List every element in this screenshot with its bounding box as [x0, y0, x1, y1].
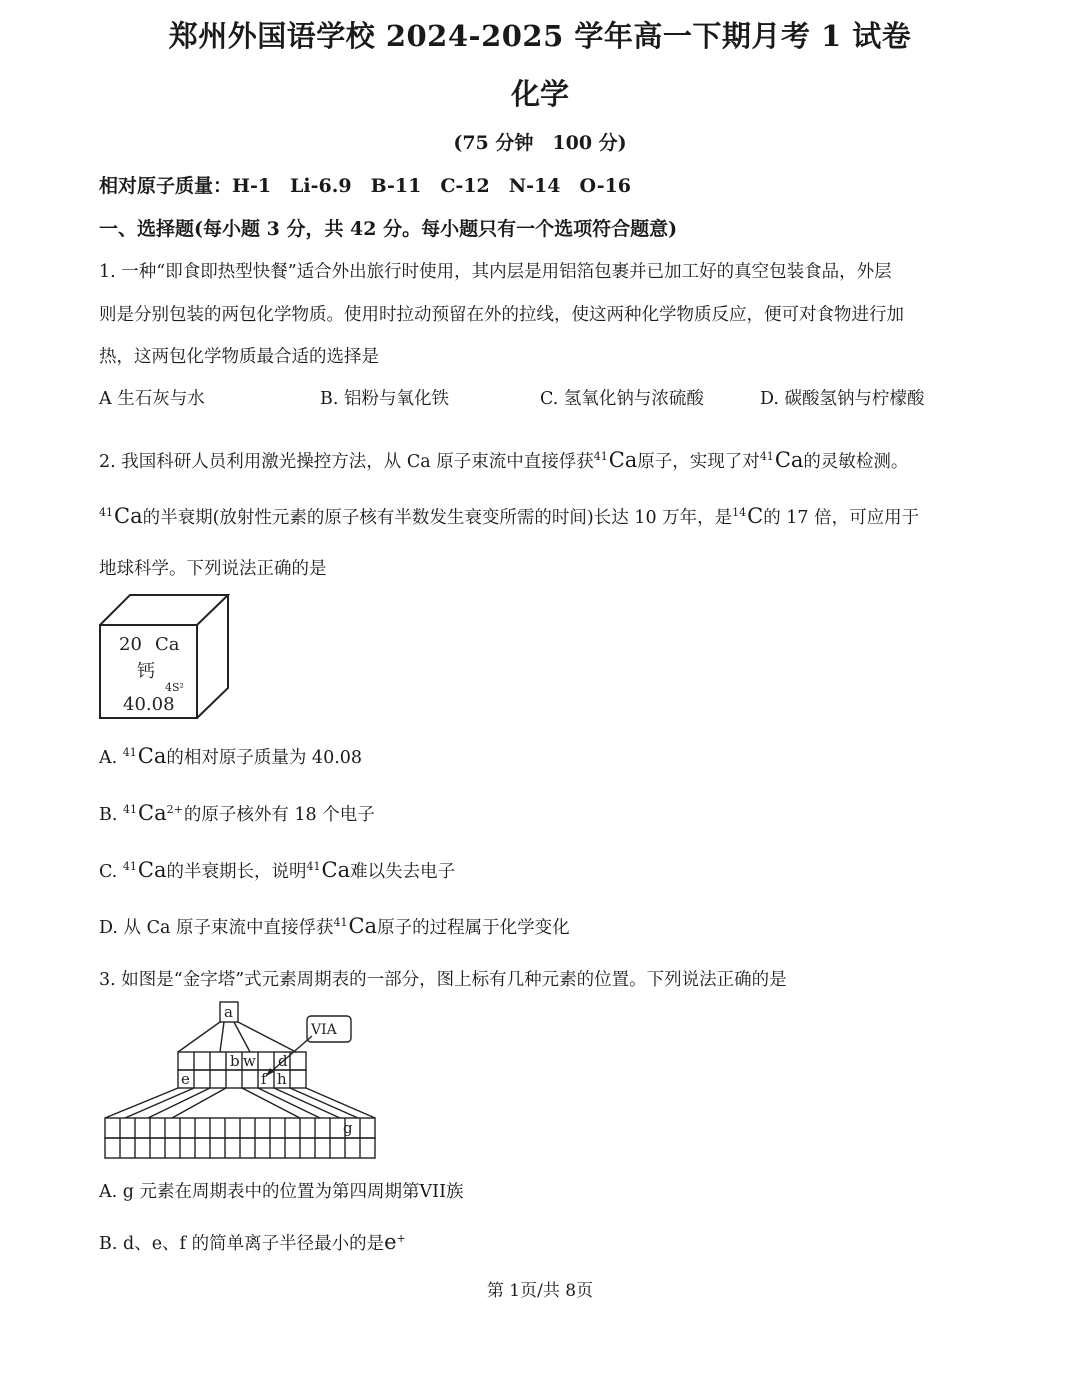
- iso-mass: 14: [732, 506, 747, 519]
- iso-symbol: Ca: [137, 744, 167, 768]
- exam-title: 郑州外国语学校 2024-2025 学年高一下期月考 1 试卷: [168, 19, 912, 53]
- iso-mass: 41: [122, 860, 137, 873]
- q2-l2-a: 的半衰期(放射性元素的原子核有半数发生衰变所需的时间)长达 10 万年，是: [142, 508, 733, 528]
- iso-mass: 41: [759, 450, 774, 463]
- iso-symbol: Ca: [137, 858, 167, 882]
- q3-stem: 3. 如图是“金字塔”式元素周期表的一部分，图上标有几种元素的位置。下列说法正确的是: [99, 970, 787, 990]
- label-w: w: [243, 1052, 256, 1070]
- section-heading: 一、选择题(每小题 3 分，共 42 分。每小题只有一个选项符合题意): [99, 218, 678, 240]
- ion-symbol: e: [384, 1230, 397, 1254]
- option-text: 的原子核外有 18 个电子: [183, 805, 375, 825]
- electron-config: 4S²: [165, 681, 184, 694]
- label-b: b: [230, 1052, 240, 1070]
- iso-symbol: Ca: [774, 448, 804, 472]
- q1-option-d: D. 碳酸氢钠与柠檬酸: [760, 389, 925, 409]
- connector: [238, 1022, 296, 1052]
- iso-mass: 41: [593, 450, 608, 463]
- iso-symbol: Ca: [348, 914, 378, 938]
- box-side: [197, 595, 228, 718]
- iso-symbol: Ca: [608, 448, 638, 472]
- atomic-number: 20: [119, 634, 142, 655]
- label-a: a: [224, 1003, 233, 1021]
- option-text: D. 从 Ca 原子束流中直接俘获: [99, 918, 334, 938]
- q2-l1-c: 的灵敏检测。: [803, 452, 909, 472]
- pyramid-periodic-table: [100, 996, 380, 1166]
- element-symbol: Ca: [155, 634, 180, 655]
- option-label: C.: [99, 862, 118, 882]
- iso-mass: 41: [122, 746, 137, 759]
- q1-line2: 则是分别包装的两包化学物质。使用时拉动预留在外的拉线，使这两种化学物质反应，便可对食物进行加: [99, 305, 904, 325]
- q2-line1: [99, 448, 908, 473]
- iso-mass: 41: [306, 860, 321, 873]
- q2-line3: 地球科学。下列说法正确的是: [99, 559, 327, 579]
- iso-mass: 41: [123, 803, 138, 816]
- iso-symbol: Ca: [138, 801, 167, 825]
- q2-l1-a: 2. 我国科研人员利用激光操控方法，从 Ca 原子束流中直接俘获: [99, 452, 594, 472]
- label-e: e: [181, 1070, 190, 1088]
- label-group-via: VIA: [311, 1022, 337, 1038]
- connector: [220, 1022, 224, 1052]
- q1-line3: 热，这两包化学物质最合适的选择是: [99, 347, 379, 367]
- q2-line2: [99, 504, 919, 529]
- iso-mass: 41: [333, 916, 348, 929]
- subject-title: 化学: [510, 77, 569, 111]
- option-text: 的相对原子质量为 40.08: [166, 748, 363, 768]
- q2-option-b: [99, 801, 375, 826]
- option-text: 原子的过程属于化学变化: [377, 918, 570, 938]
- label-f: f: [261, 1070, 267, 1088]
- iso-symbol: Ca: [321, 858, 351, 882]
- q1-option-b: B. 铝粉与氧化铁: [320, 389, 449, 409]
- time-score: (75 分钟 100 分): [453, 132, 627, 154]
- q1-line1: 1. 一种“即食即热型快餐”适合外出旅行时使用，其内层是用铝箔包裹并已加工好的真空包装食品，外层: [99, 262, 892, 282]
- iso-mass: 41: [99, 506, 113, 519]
- q1-option-c: C. 氢氧化钠与浓硫酸: [540, 389, 704, 409]
- calcium-element-box: [97, 592, 233, 722]
- q2-option-c: [99, 858, 455, 883]
- atomic-masses: 相对原子质量：H-1 Li-6.9 B-11 C-12 N-14 O-16: [99, 175, 632, 197]
- q2-l1-b: 原子，实现了对: [637, 452, 760, 472]
- iso-symbol: C: [747, 504, 764, 528]
- connector: [178, 1022, 220, 1052]
- ion-charge: 2+: [166, 803, 183, 816]
- q1-option-a: A 生石灰与水: [99, 389, 205, 409]
- option-text: B. d、e、f 的简单离子半径最小的是: [99, 1234, 385, 1254]
- option-text: 的半衰期长，说明: [166, 862, 307, 882]
- q2-option-a: [99, 744, 362, 769]
- q2-l2-b: 的 17 倍，可应用于: [763, 508, 920, 528]
- atomic-mass: 40.08: [123, 694, 175, 715]
- label-h: h: [277, 1070, 287, 1088]
- element-name: 钙: [137, 661, 155, 682]
- q2-option-d: [99, 914, 570, 939]
- page-number: 第 1页/共 8页: [486, 1281, 594, 1301]
- q3-option-a: A. g 元素在周期表中的位置为第四周期第VII族: [99, 1182, 464, 1202]
- ion-charge: +: [396, 1232, 406, 1245]
- box-top: [100, 595, 228, 625]
- label-g: g: [343, 1119, 353, 1137]
- label-d: d: [278, 1052, 288, 1070]
- option-label: A.: [99, 748, 118, 768]
- iso-symbol: Ca: [114, 504, 143, 528]
- option-text: 难以失去电子: [350, 862, 456, 882]
- q3-option-b: [99, 1230, 407, 1255]
- option-label: B.: [99, 805, 118, 825]
